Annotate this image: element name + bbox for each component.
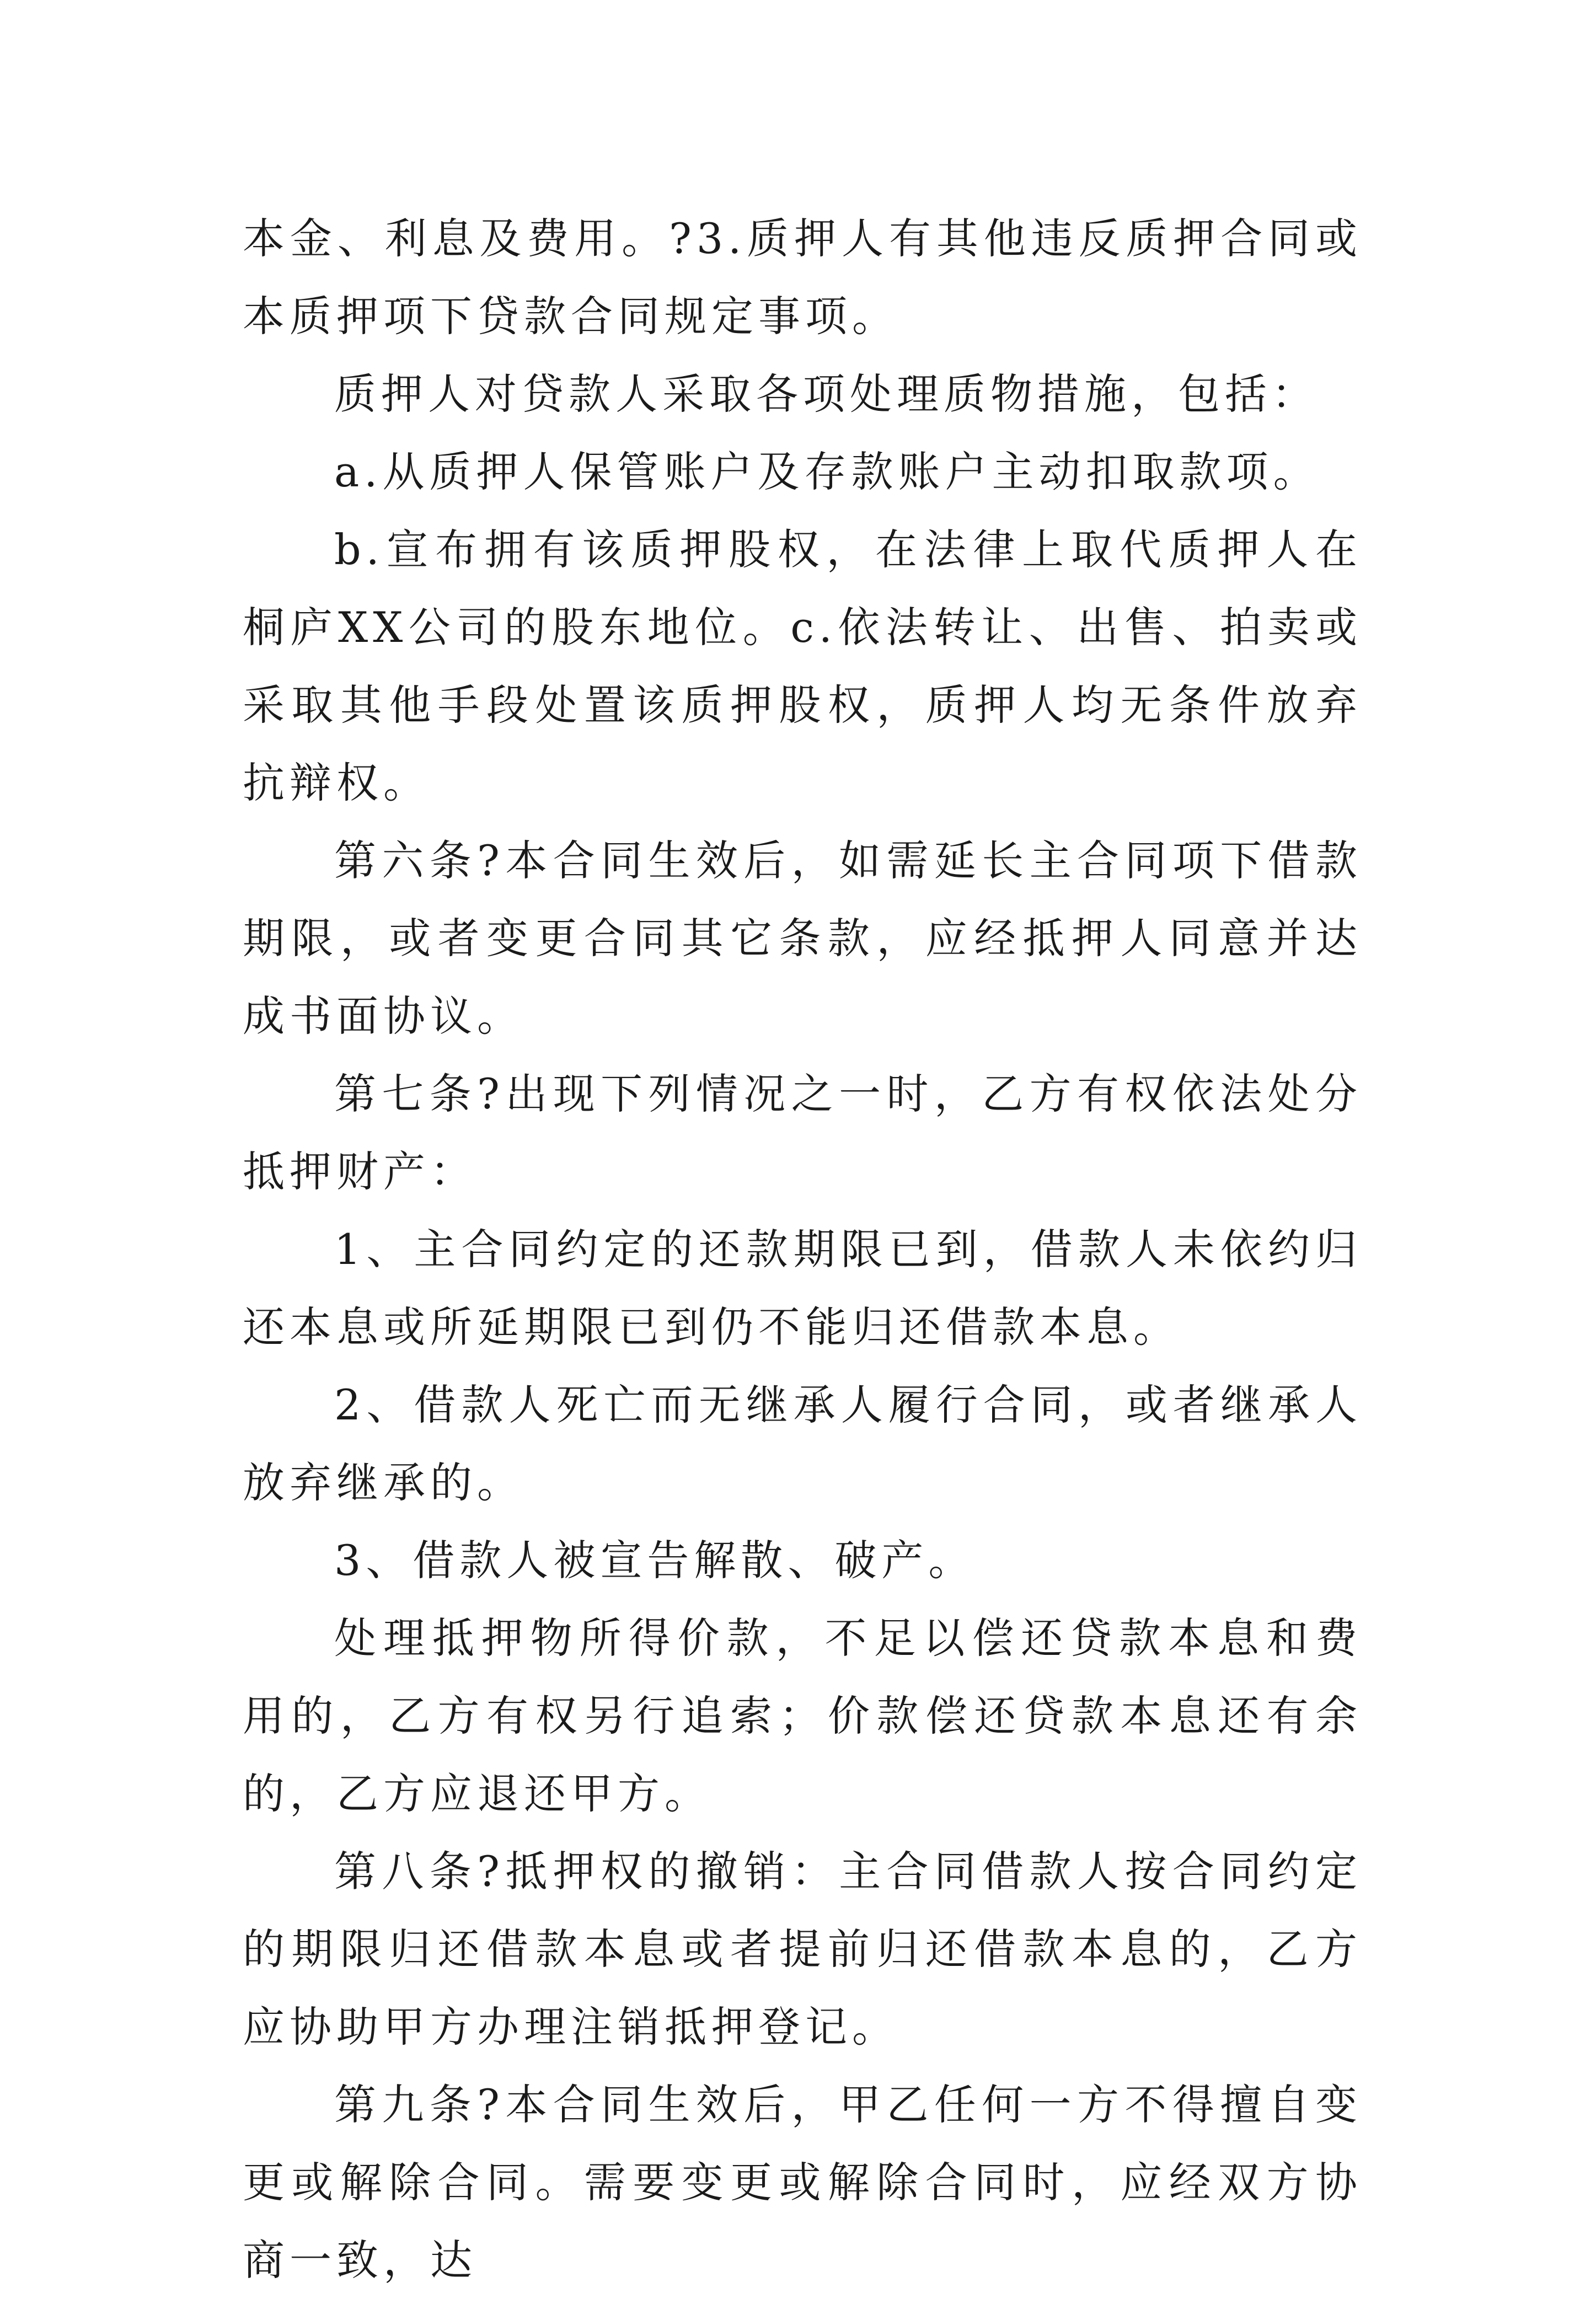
document-body <box>243 200 1362 2299</box>
paragraph-measure-b-c: b.宣布拥有该质押股权，在法律上取代质押人在桐庐XX公司的股东地位。c.依法转让、出售、拍卖或采取其他手段处置该质押股权，质押人均无条件放弃抗辩权。 <box>243 525 1362 807</box>
paragraph-article-6: 第六条?本合同生效后，如需延长主合同项下借款期限，或者变更合同其它条款，应经抵押人同意并达成书面协议。 <box>243 836 1362 1041</box>
paragraph-article-8: 第八条?抵押权的撤销：主合同借款人按合同约定的期限归还借款本息或者提前归还借款本息的，乙方应协助甲方办理注销抵押登记。 <box>243 1847 1362 2051</box>
paragraph-article-7: 第七条?出现下列情况之一时，乙方有权依法处分抵押财产： <box>243 1069 1362 1196</box>
paragraph-article-7-item-2: 2、借款人死亡而无继承人履行合同，或者继承人放弃继承的。 <box>243 1380 1362 1507</box>
paragraph-proceeds-handling: 处理抵押物所得价款，不足以偿还贷款本息和费用的，乙方有权另行追索；价款偿还贷款本息还有余的，乙方应退还甲方。 <box>243 1614 1362 1818</box>
paragraph-article-9: 第九条?本合同生效后，甲乙任何一方不得擅自变更或解除合同。需要变更或解除合同时，应经双方协商一致，达 <box>243 2080 1362 2285</box>
paragraph-pledge-measures-intro: 质押人对贷款人采取各项处理质物措施，包括： <box>334 369 1319 419</box>
paragraph-continuation: 本金、利息及费用。?3.质押人有其他违反质押合同或本质押项下贷款合同规定事项。 <box>243 214 1362 341</box>
paragraph-article-7-item-1: 1、主合同约定的还款期限已到，借款人未依约归还本息或所延期限已到仍不能归还借款本息。 <box>243 1225 1362 1352</box>
paragraph-article-7-item-3: 3、借款人被宣告解散、破产。 <box>334 1536 976 1585</box>
paragraph-measure-a: a.从质押人保管账户及存款账户主动扣取款项。 <box>334 447 1320 496</box>
